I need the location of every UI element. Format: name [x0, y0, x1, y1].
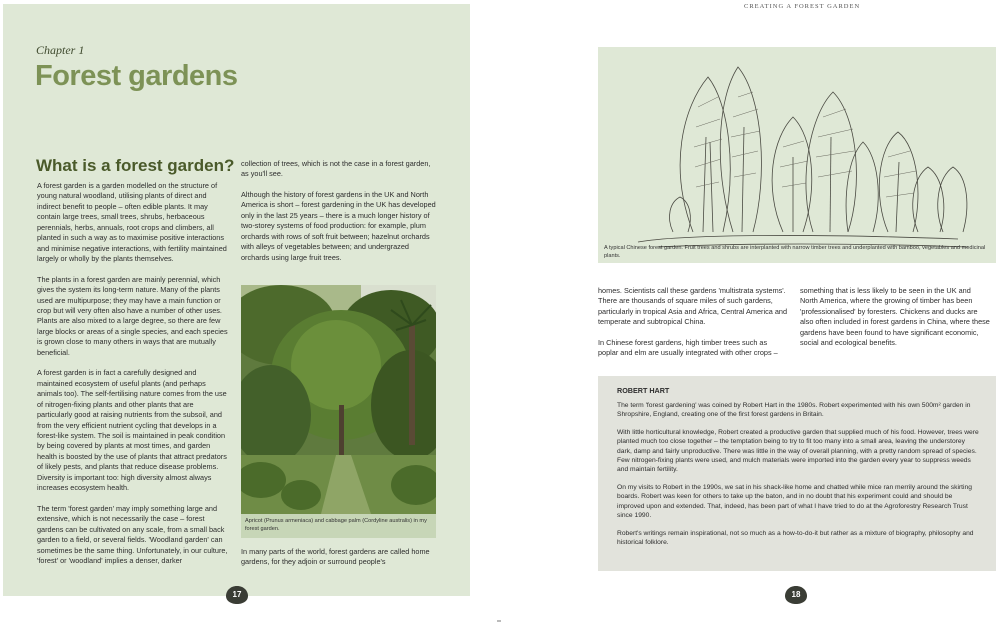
garden-photo — [241, 285, 436, 514]
illustration-block — [598, 47, 996, 263]
right-column-top — [241, 159, 436, 273]
illustration-caption: A typical Chinese forest garden. Fruit trees and shrubs are interplanted with narrow timber trees and underplanted with bamboo, vegetables and medicinal plants. — [604, 245, 986, 259]
sidebar-paragraph: With little horticultural knowledge, Robert created a productive garden that supplied much of his food. However, trees were planted much too close together – the temptation being to try to fit too many into a small area, leaving the understorey dark, damp and fairly unproductive. There was little in the way of overall planning, with a pretty random spread of species. Few nitrogen-fixing plants were used, and mulch materials were imported into the garden every year to suppress weeds and maintain fertility. — [617, 429, 979, 474]
right-column-bottom — [241, 547, 436, 578]
paragraph: collection of trees, which is not the case in a forest garden, as you'll see. — [241, 159, 431, 179]
gutter-mark — [497, 620, 501, 622]
sidebar-body — [617, 401, 979, 556]
running-head: CREATING A FOREST GARDEN — [744, 3, 861, 10]
sidebar-paragraph: On my visits to Robert in the 1990s, we sat in his shack-like home and chatted while mice ran merrily around the skirting boards. Robert was keen for others to take up the baton, and in no doubt that his experiment could and should be improved upon and extended. That, indeed, has been part of what I have tried to do at the Agroforestry Research Trust since 1990. — [617, 484, 972, 519]
paragraph: The plants in a forest garden are mainly perennial, which gives the system its long-term nature. Many of the plants used are multipurpose; they may have a main function or crop but will very often also have a number of other uses. Plants are also mixed to a large degree, so there are few large blocks or areas of a single species, and each species is grown close to many others in ways that are mutually beneficial. — [37, 274, 228, 357]
sidebar-paragraph: Robert's writings remain inspirational, not so much as a how-to-do-it but rather as a mixture of biography, philosophy and historical folklore. — [617, 529, 974, 547]
right-page-column-1 — [598, 286, 788, 369]
paragraph: A forest garden is in fact a carefully designed and maintained ecosystem of useful plants (and perhaps animals too). The self-fertilising nature comes from the use of nitrogen-fixing plants and other plants that are particularly good at raising nutrients from the subsoil, and from the very efficient nutrient cycling that develops in a forest-like system. The soil is maintained in peak condition by being covered by plants at most times, and garden health is boosted by the use of plants that attract predators of likely pests, and plants that reduce disease problems. Diversity is important too: high diversity almost always increases ecosystem health. — [37, 368, 227, 493]
paragraph: In Chinese forest gardens, high timber trees such as poplar and elm are usually integrated with other crops – — [598, 337, 778, 358]
page-number-text: 18 — [791, 590, 801, 599]
paragraph: A forest garden is a garden modelled on the structure of young natural woodland, utilising plants of direct and indirect benefit to people – often edible plants. It may contain large trees, small trees, shrubs, herbaceous perennials, herbs, annuals, root crops and climbers, all planted in such a way as to maximise positive interactions and minimise negative interactions, with fertility maintained largely or wholly by the plants themselves. — [37, 181, 227, 264]
page-number-text: 17 — [232, 590, 242, 599]
chapter-title: Forest gardens — [35, 60, 238, 92]
section-heading: What is a forest garden? — [36, 156, 235, 175]
paragraph: something that is less likely to be seen in the UK and North America, where the growing of timber has been 'professionalised' by foresters. Chickens and ducks are also often included in forest gardens in China, where these gardens have been found to have significant economic, social and ecological benefits. — [800, 286, 990, 348]
page-number-left — [222, 585, 252, 605]
sidebar-paragraph: The term 'forest gardening' was coined by Robert Hart in the 1980s. Robert experimented with his own 500m² garden in Shropshire, England, creating one of the first forest gardens in Britain. — [617, 402, 971, 419]
paragraph: homes. Scientists call these gardens 'multistrata systems'. There are thousands of square miles of such gardens, particularly in tropical Asia and Africa, Central America and temperate and subtropical China. — [598, 286, 787, 327]
sidebar-title: ROBERT HART — [617, 386, 670, 395]
chapter-label: Chapter 1 — [36, 43, 85, 57]
left-column — [37, 181, 230, 576]
paragraph: In many parts of the world, forest gardens are called home gardens, for they adjoin or surround people's — [241, 547, 430, 567]
paragraph: The term 'forest garden' may imply something large and extensive, which is not necessarily the case – forest gardens can be cultivated on any scale, from a small back garden to a field, or several fields. 'Woodland garden' can sometimes be the same thing. Unfortunately, in our culture, 'forest' or 'woodland' implies a denser, darker — [37, 503, 228, 565]
photo-caption: Apricot (Prunus armeniaca) and cabbage palm (Cordyline australis) in my forest garden. — [245, 518, 427, 532]
photo-block — [241, 285, 436, 538]
page-number-right — [781, 585, 811, 605]
right-page-column-2 — [800, 286, 990, 359]
paragraph: Although the history of forest gardens in the UK and North America is short – forest gardening in the UK has developed only in the last 25 years – there is a much longer history of two-storey systems of food production: for example, plum orchards with rows of soft fruit between; hazelnut orchards with alleys of vegetables between; and undergrazed orchards using large fruit trees. — [241, 189, 436, 262]
forest-garden-illustration — [598, 47, 996, 263]
